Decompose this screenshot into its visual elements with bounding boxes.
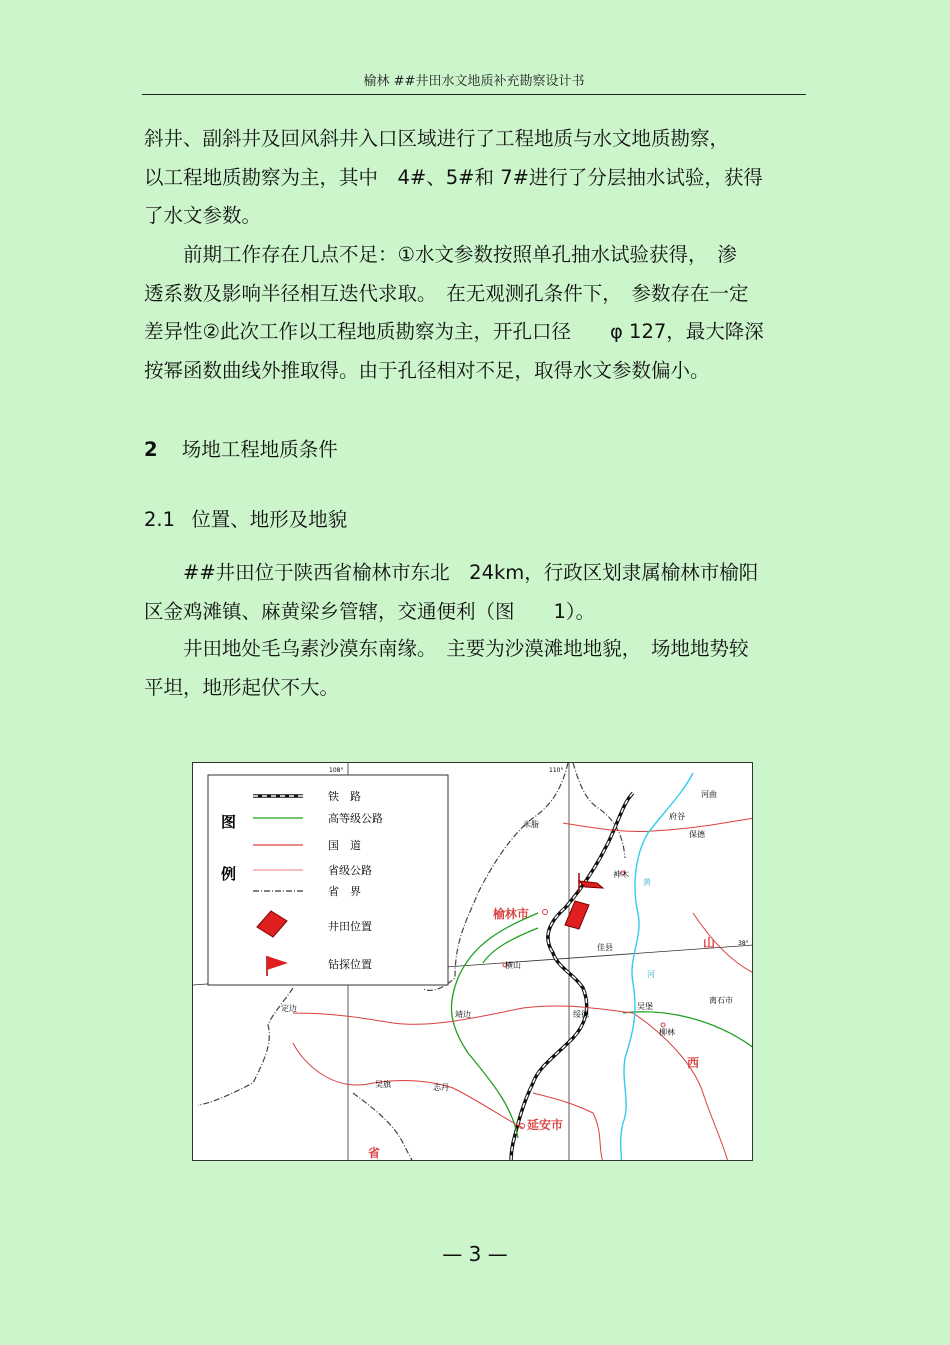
place-label: 吴堡 [637, 1002, 653, 1011]
location-map [193, 763, 753, 1161]
city-label-yulin: 榆林市 [493, 907, 530, 921]
legend-item-national-road: 国 道 [328, 839, 361, 852]
highway-line [483, 928, 538, 963]
province-boundary [353, 1093, 413, 1161]
text-line: 平坦，地形起伏不大。 [144, 675, 340, 699]
place-label: 横山 [505, 961, 521, 970]
subsection-title: 位置、地形及地貌 [191, 508, 348, 531]
province-boundary [198, 988, 293, 1105]
legend-item-boundary: 省 界 [328, 885, 361, 898]
city-marker [661, 1023, 665, 1027]
place-label: 绥德 [573, 1010, 589, 1019]
place-label: 志丹 [433, 1083, 449, 1092]
place-label: 神木 [613, 870, 629, 879]
legend-item-highway: 高等级公路 [328, 812, 383, 825]
paragraph-3 [144, 554, 806, 631]
legend-item-mine: 井田位置 [328, 920, 372, 933]
place-label: 靖边 [455, 1010, 471, 1019]
railway-line [511, 793, 633, 1161]
province-label: 省 [368, 1146, 381, 1160]
place-label: 柳林 [659, 1028, 675, 1037]
city-label-yanan: 延安市 [527, 1118, 564, 1132]
paragraph-2 [144, 236, 806, 390]
text-line: 差异性②此次工作以工程地质勘察为主，开孔口径 φ 127，最大降深 [144, 320, 764, 343]
text-line: ##井田位于陕西省榆林市东北 24km，行政区划隶属榆林市榆阳 [144, 561, 759, 584]
city-marker [543, 910, 548, 915]
running-header: 榆林 ##井田水文地质补充勘察设计书 [363, 74, 585, 89]
province-boundary [573, 763, 625, 858]
road-line [293, 1043, 373, 1085]
legend-item-drill: 钻探位置 [328, 958, 372, 971]
province-label: 山 [703, 936, 716, 950]
place-label: 吴旗 [375, 1080, 391, 1089]
river-label: 黄 [643, 878, 651, 887]
page-number: — 3 — [442, 1242, 508, 1266]
place-label: 米脂 [523, 820, 539, 829]
section-title: 场地工程地质条件 [181, 438, 338, 461]
legend-title-char: 例 [221, 865, 237, 883]
section-number: 2 [144, 438, 158, 461]
paragraph-4 [144, 630, 806, 707]
subsection-number: 2.1 [144, 508, 176, 531]
road-line [633, 1013, 728, 1161]
text-line: 以工程地质勘察为主，其中 4#、5#和 7#进行了分层抽水试验，获得 [144, 165, 763, 189]
river-label: 河 [647, 970, 655, 979]
place-label: 佳县 [597, 943, 613, 952]
highway-line [623, 1012, 753, 1048]
map-legend [208, 775, 448, 985]
legend-item-provincial-road: 省级公路 [328, 864, 372, 877]
text-line: 按幂函数曲线外推取得。由于孔径相对不足，取得水文参数偏小。 [144, 358, 710, 382]
legend-title-char: 图 [221, 813, 237, 831]
header-rule [142, 94, 806, 95]
province-label: 西 [687, 1056, 700, 1070]
coord-label: 38° [738, 940, 749, 947]
text-line: 了水文参数。 [144, 204, 262, 227]
text-line: 斜井、副斜井及回风斜井入口区域进行了工程地质与水文地质勘察， [144, 127, 730, 150]
subsection-heading [144, 504, 347, 532]
text-line: 区金鸡滩镇、麻黄梁乡管辖，交通便利（图 1）。 [144, 599, 596, 623]
text-line: 井田地处毛乌素沙漠东南缘。 主要为沙漠滩地地貌， 场地地势较 [144, 637, 749, 660]
text-line: 前期工作存在几点不足：①水文参数按照单孔抽水试验获得， 渗 [144, 243, 737, 266]
coord-label: 108° [329, 767, 344, 774]
place-label: 府谷 [669, 812, 685, 821]
section-heading [144, 434, 338, 462]
paragraph-1 [144, 120, 806, 236]
place-label: 定边 [281, 1004, 297, 1013]
legend-item-railway: 铁 路 [328, 790, 361, 803]
place-label: 保德 [689, 830, 705, 839]
text-line: 透系数及影响半径相互迭代求取。 在无观测孔条件下， 参数存在一定 [144, 281, 749, 305]
place-label: 离石市 [709, 996, 733, 1005]
coord-label: 110° [549, 767, 564, 774]
place-label: 河曲 [701, 790, 717, 799]
location-map-figure [192, 762, 753, 1161]
